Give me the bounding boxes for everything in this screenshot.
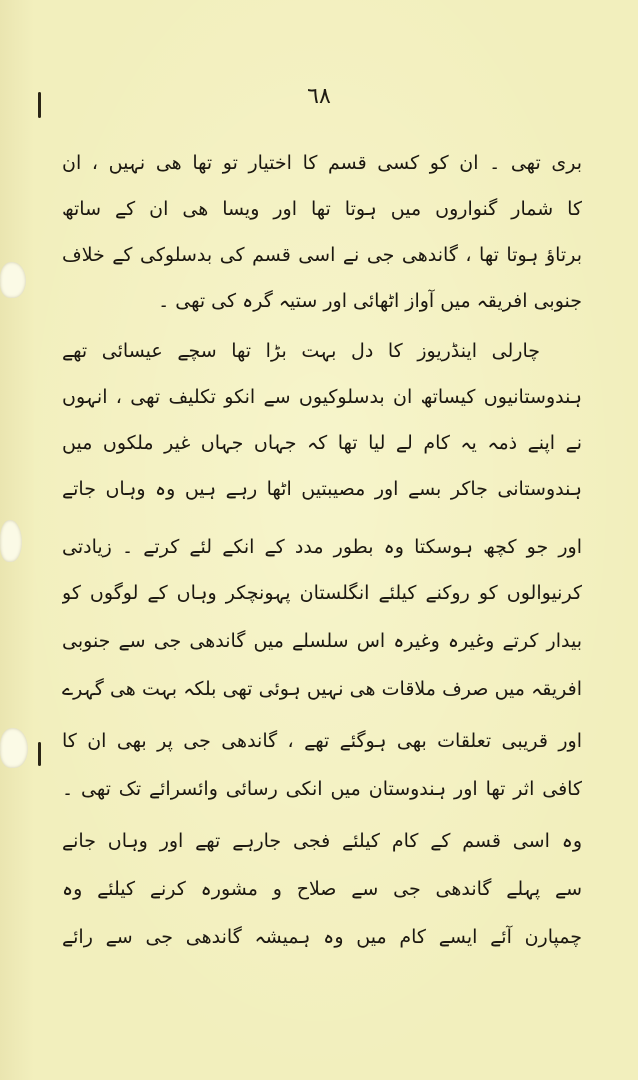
- page-tear: [38, 742, 41, 766]
- text-line: چمپارن آئے ایسے کام میں وہ ہمیشہ گاندھی جی سے رائے: [62, 926, 582, 948]
- text-line: کرنیوالوں کو روکنے کیلئے انگلستان پہونچکر وہاں کے لوگوں کو: [62, 582, 582, 604]
- text-line: چارلی اینڈریوز کا دل بہت بڑا تھا سچے عیسائی تھے: [62, 340, 540, 362]
- text-line: وہ اسی قسم کے کام کیلئے فجی جارہے تھے اور وہاں جانے: [62, 830, 582, 852]
- text-line: برتاؤ ہوتا تھا ، گاندھی جی نے اسی قسم کی بدسلوکی کے خلاف: [62, 244, 582, 266]
- text-line: کافی اثر تھا اور ہندوستان میں انکی رسائی وائسرائے تک تھی ۔: [62, 778, 582, 800]
- page-tear: [0, 520, 22, 562]
- text-line: نے اپنے ذمہ یہ کام لے لیا تھا کہ جہاں جہاں غیر ملکوں میں: [62, 432, 582, 454]
- page-number: ٦٨: [307, 84, 331, 109]
- page-tear: [0, 728, 28, 768]
- page-tear: [0, 262, 26, 298]
- text-line: اور قریبی تعلقات بھی ہوگئے تھے ، گاندھی جی پر بھی ان کا: [62, 730, 582, 752]
- text-line: کا شمار گنواروں میں ہوتا تھا اور ویسا ھی ان کے ساتھ: [62, 198, 582, 220]
- text-line: بیدار کرتے وغیرہ وغیرہ اس سلسلے میں گاندھی جی سے جنوبی: [62, 630, 582, 652]
- text-line: ہندوستانیوں کیساتھ ان بدسلوکیوں سے انکو تکلیف تھی ، انہوں: [62, 386, 582, 408]
- text-line: سے پہلے گاندھی جی سے صلاح و مشورہ کرنے کیلئے وہ: [62, 878, 582, 900]
- text-line: جنوبی افریقہ میں آواز اٹھائی اور ستیہ گرہ کی تھی ۔: [158, 290, 582, 312]
- text-line: بری تھی ۔ ان کو کسی قسم کا اختیار تو تھا ھی نہیں ، ان: [62, 152, 582, 174]
- text-line: افریقہ میں صرف ملاقات ھی نہیں ہوئی تھی بلکہ بہت ھی گہرے: [62, 678, 582, 700]
- text-line: اور جو کچھ ہوسکتا وہ بطور مدد کے انکے لئے کرتے ۔ زیادتی: [62, 536, 582, 558]
- text-line: ہندوستانی جاکر بسے اور مصیبتیں اٹھا رہے ہیں وہ وہاں جاتے: [62, 478, 582, 500]
